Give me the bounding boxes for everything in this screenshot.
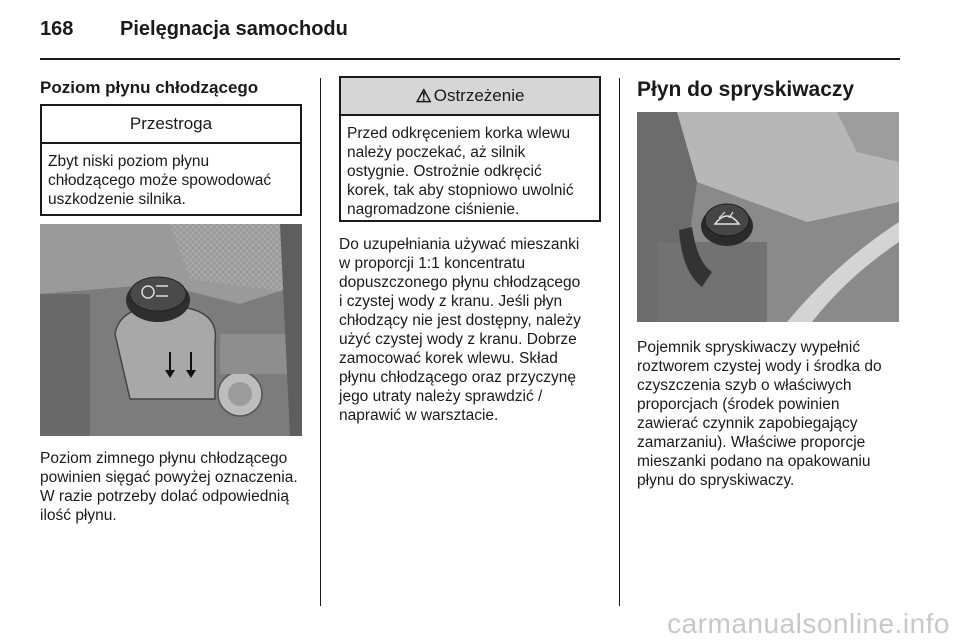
- warning-header: [341, 78, 599, 116]
- warning-text: [341, 116, 599, 225]
- paragraph-line: Do uzupełniania używać mieszanki: [339, 236, 580, 253]
- warning-line: nagromadzone ciśnienie.: [347, 201, 520, 218]
- caution-line: chłodzącego może spowodować: [48, 172, 272, 189]
- paragraph-line: dopuszczonego płynu chłodzącego: [339, 274, 581, 291]
- coolant-section-title: Poziom płynu chłodzącego: [40, 78, 259, 97]
- coolant-tank-photo: [40, 224, 302, 436]
- watermark: carmanualsonline.info: [667, 608, 950, 639]
- paragraph-line: i czystej wody z kranu. Jeśli płyn: [339, 293, 563, 310]
- washer-reservoir-photo: [637, 112, 899, 322]
- paragraph-line: Poziom zimnego płynu chłodzącego: [40, 450, 288, 467]
- paragraph-line: zamocować korek wlewu. Skład: [339, 350, 558, 367]
- paragraph-line: płynu chłodzącego oraz przyczynę: [339, 369, 576, 386]
- chapter-title: Pielęgnacja samochodu: [120, 18, 348, 40]
- washer-fluid-section-title: Płyn do spryskiwaczy: [637, 78, 855, 101]
- warning-box: [339, 76, 601, 222]
- paragraph-line: chłodzący nie jest dostępny, należy: [339, 312, 581, 329]
- warning-line: korek, tak aby stopniowo uwolnić: [347, 182, 574, 199]
- paragraph-line: ilość płynu.: [40, 507, 117, 524]
- paragraph-line: naprawić w warsztacie.: [339, 407, 499, 424]
- paragraph-line: roztworem czystej wody i środka do: [637, 358, 882, 375]
- column-divider-right: [619, 78, 620, 606]
- paragraph-line: czyszczenia szyb o właściwych: [637, 377, 852, 394]
- warning-line: należy poczekać, aż silnik: [347, 144, 526, 161]
- caution-box: [40, 104, 302, 216]
- page-number: 168: [40, 18, 74, 40]
- paragraph-line: W razie potrzeby dolać odpowiednią: [40, 488, 289, 505]
- paragraph-line: w proporcji 1:1 koncentratu: [339, 255, 526, 272]
- caution-line: Zbyt niski poziom płynu: [48, 153, 210, 170]
- coolant-mix-text: [339, 235, 609, 425]
- paragraph-line: płynu do spryskiwaczy.: [637, 472, 795, 489]
- paragraph-line: zamarzaniu). Właściwe proporcje: [637, 434, 866, 451]
- paragraph-line: użyć czystej wody z kranu. Dobrze: [339, 331, 577, 348]
- paragraph-line: jego utraty należy sprawdzić /: [339, 388, 543, 405]
- washer-fluid-text: [637, 338, 907, 490]
- paragraph-line: powinien sięgać powyżej oznaczenia.: [40, 469, 298, 486]
- coolant-level-text: [40, 449, 310, 525]
- warning-line: Przed odkręceniem korka wlewu: [347, 125, 571, 142]
- caution-line: uszkodzenie silnika.: [48, 191, 186, 208]
- caution-text: [42, 144, 300, 215]
- washer-reservoir-illustration: [637, 112, 899, 322]
- paragraph-line: Pojemnik spryskiwaczy wypełnić: [637, 339, 861, 356]
- paragraph-line: zawierać czynnik zapobiegający: [637, 415, 858, 432]
- paragraph-line: proporcjach (środek powinien: [637, 396, 840, 413]
- coolant-tank-illustration: [40, 224, 302, 436]
- paragraph-line: mieszanki podano na opakowaniu: [637, 453, 871, 470]
- column-divider-left: [320, 78, 321, 606]
- warning-heading: Ostrzeżenie: [433, 86, 525, 105]
- caution-heading: Przestroga: [42, 106, 300, 144]
- warning-triangle-icon: ⚠: [415, 85, 432, 106]
- warning-line: ostygnie. Ostrożnie odkręcić: [347, 163, 542, 180]
- header-rule: [40, 58, 900, 60]
